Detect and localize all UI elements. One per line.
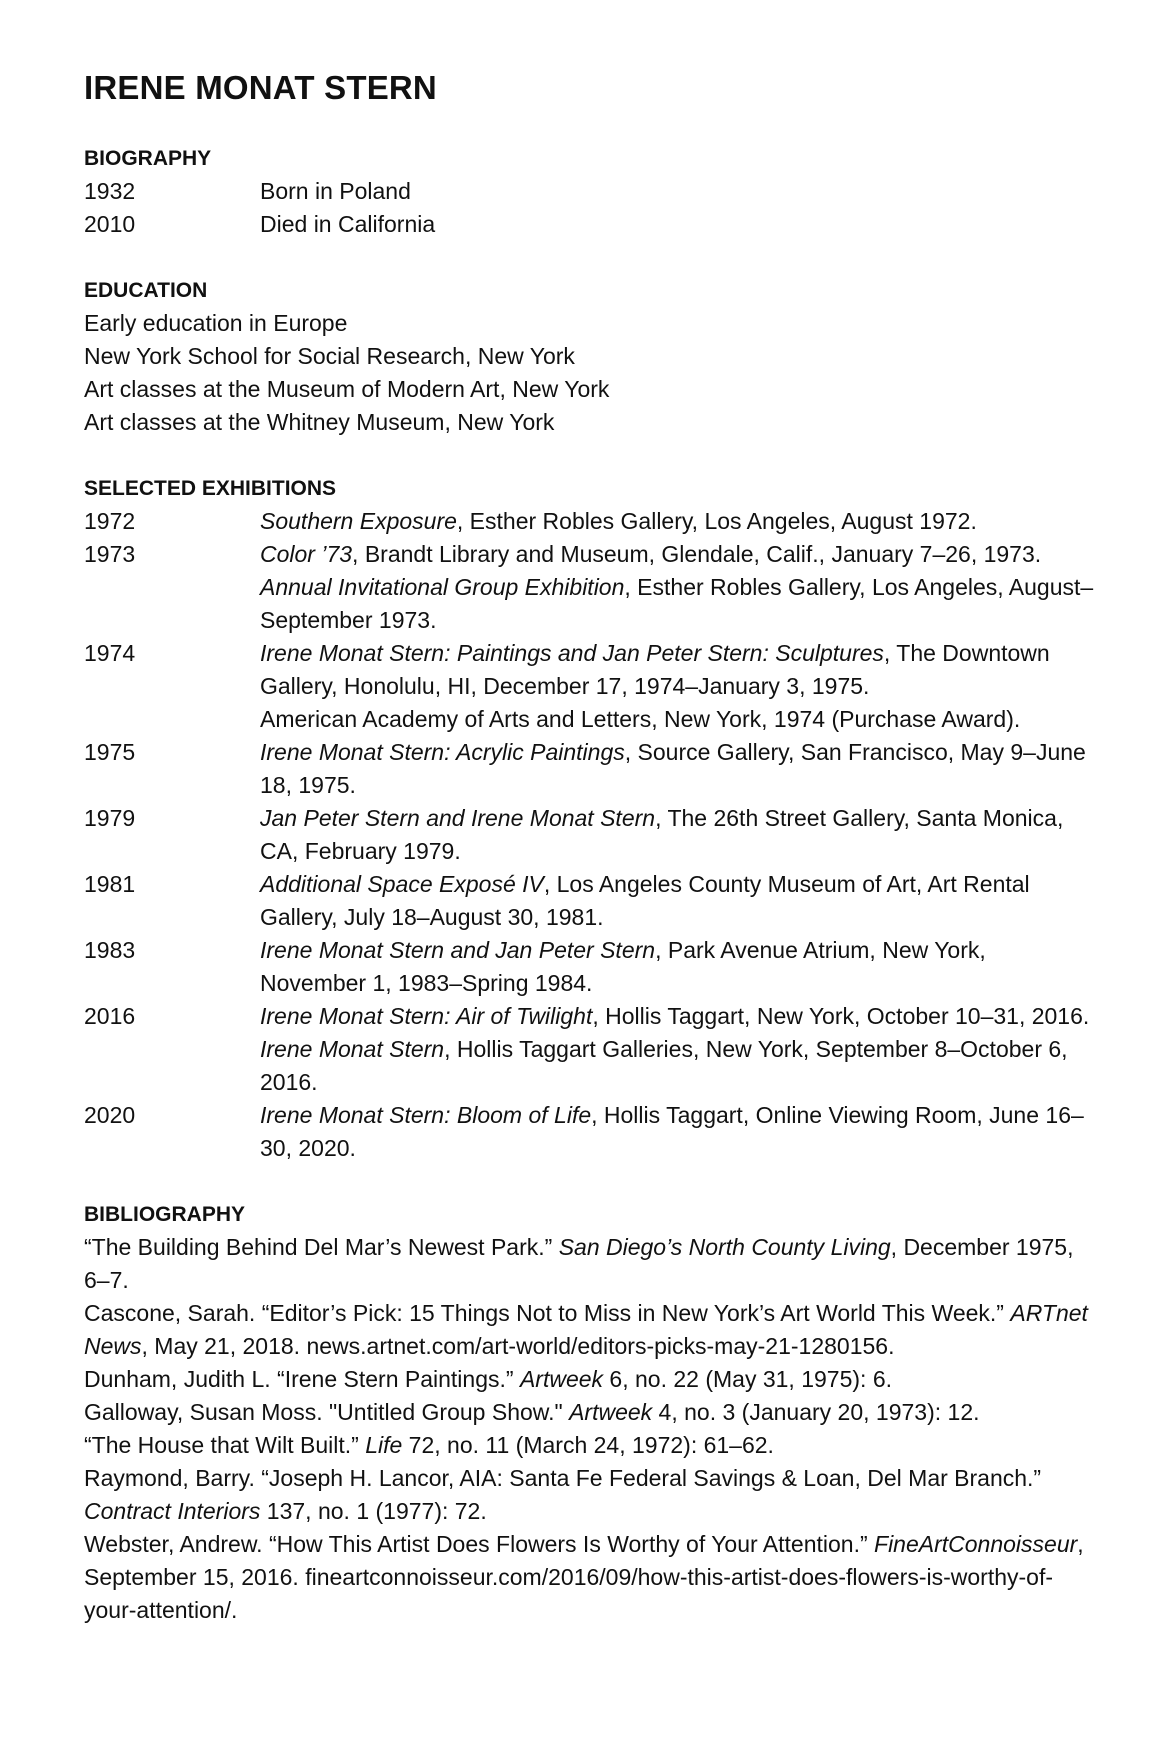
bibliography-entry [84, 1462, 1094, 1528]
exhibition-entry [260, 868, 1094, 934]
document-page [84, 64, 1094, 1660]
exhibition-entry [260, 703, 1094, 736]
exhibition-entries [260, 868, 1094, 934]
education-item: Early education in Europe [84, 310, 348, 336]
bibliography-entry [84, 1297, 1094, 1363]
exhibition-details: , Esther Robles Gallery, Los Angeles, August 1972. [456, 508, 977, 534]
bibliography-section [84, 1198, 1094, 1627]
citation-text: “The Building Behind Del Mar’s Newest Park.” [84, 1234, 559, 1260]
exhibition-entry [260, 505, 1094, 538]
biography-heading: BIOGRAPHY [84, 147, 212, 170]
citation-details: , September 15, 2016. fineartconnoisseur.com/2016/09/how-this-artist-does-flowers-is-worthy-of-your-attention/. [84, 1531, 1084, 1623]
citation-text: “The House that Wilt Built.” [84, 1432, 366, 1458]
artist-name-title: IRENE MONAT STERN [84, 69, 437, 106]
biography-section [84, 142, 1094, 241]
education-item: Art classes at the Museum of Modern Art, New York [84, 376, 610, 402]
exhibition-title: Additional Space Exposé IV [260, 871, 544, 897]
exhibition-entries [260, 1000, 1094, 1099]
exhibition-title: Irene Monat Stern [260, 1036, 445, 1062]
exhibition-entries [260, 538, 1094, 637]
bibliography-entry [84, 1396, 1094, 1429]
exhibition-title: Jan Peter Stern and Irene Monat Stern [260, 805, 656, 831]
publication-title: ARTnet News [84, 1300, 1088, 1359]
exhibition-year: 1983 [84, 937, 136, 963]
biography-row [84, 208, 1094, 241]
exhibition-entry [260, 1000, 1094, 1033]
exhibition-year: 2016 [84, 1003, 136, 1029]
exhibition-details: , Hollis Taggart Galleries, New York, September 8–October 6, 2016. [260, 1036, 1068, 1095]
exhibition-entry [260, 1099, 1094, 1165]
publication-title: Life [365, 1432, 403, 1458]
exhibition-year: 1975 [84, 739, 136, 765]
exhibition-details: , Park Avenue Atrium, New York, November 1, 1983–Spring 1984. [260, 937, 986, 996]
exhibition-year-row [84, 637, 1094, 736]
exhibition-entries [260, 637, 1094, 736]
publication-title: Artweek [569, 1399, 653, 1425]
bibliography-entry [84, 1363, 1094, 1396]
exhibition-details: American Academy of Arts and Letters, New York, 1974 (Purchase Award). [260, 706, 1021, 732]
education-heading: EDUCATION [84, 279, 208, 302]
exhibition-details: , Esther Robles Gallery, Los Angeles, August–September 1973. [260, 574, 1094, 633]
exhibition-details: , Hollis Taggart, Online Viewing Room, June 16–30, 2020. [260, 1102, 1084, 1161]
exhibition-details: , The 26th Street Gallery, Santa Monica, CA, February 1979. [260, 805, 1064, 864]
exhibition-title: Irene Monat Stern: Paintings and Jan Peter Stern: Sculptures [260, 640, 884, 666]
exhibition-details: , The Downtown Gallery, Honolulu, HI, December 17, 1974–January 3, 1975. [260, 640, 1050, 699]
exhibition-entry [260, 571, 1094, 637]
exhibition-details: , Hollis Taggart, New York, October 10–31, 2016. [592, 1003, 1090, 1029]
exhibition-year-row [84, 868, 1094, 934]
biography-year: 1932 [84, 178, 136, 204]
exhibition-entry [260, 802, 1094, 868]
biography-year: 2010 [84, 211, 136, 237]
citation-details: 137, no. 1 (1977): 72. [260, 1498, 487, 1524]
education-item: New York School for Social Research, New York [84, 343, 575, 369]
exhibitions-section [84, 472, 1094, 1165]
exhibition-entries [260, 505, 1094, 538]
exhibition-entry [260, 538, 1094, 571]
exhibition-year-row [84, 1099, 1094, 1165]
exhibition-entries [260, 736, 1094, 802]
bibliography-heading: BIBLIOGRAPHY [84, 1203, 246, 1226]
exhibition-title: Irene Monat Stern: Air of Twilight [260, 1003, 593, 1029]
exhibition-title: Color ’73 [260, 541, 353, 567]
exhibition-year-row [84, 538, 1094, 637]
citation-details: , December 1975, 6–7. [84, 1234, 1074, 1293]
citation-text: Cascone, Sarah. “Editor’s Pick: 15 Things Not to Miss in New York’s Art World This Week.” [84, 1300, 1011, 1326]
bibliography-entry [84, 1429, 1094, 1462]
citation-details: 4, no. 3 (January 20, 1973): 12. [652, 1399, 980, 1425]
biography-text: Died in California [260, 211, 436, 237]
exhibition-year: 1979 [84, 805, 136, 831]
exhibition-title: Irene Monat Stern: Bloom of Life [260, 1102, 592, 1128]
exhibition-title: Irene Monat Stern: Acrylic Paintings [260, 739, 625, 765]
exhibition-title: Irene Monat Stern and Jan Peter Stern [260, 937, 656, 963]
citation-text: Galloway, Susan Moss. "Untitled Group Show." [84, 1399, 570, 1425]
biography-text: Born in Poland [260, 178, 411, 204]
education-section [84, 274, 1094, 439]
publication-title: FineArtConnoisseur [874, 1531, 1078, 1557]
exhibition-details: , Los Angeles County Museum of Art, Art Rental Gallery, July 18–August 30, 1981. [260, 871, 1030, 930]
exhibition-details: , Brandt Library and Museum, Glendale, Calif., January 7–26, 1973. [352, 541, 1042, 567]
exhibition-title: Annual Invitational Group Exhibition [260, 574, 625, 600]
education-item: Art classes at the Whitney Museum, New York [84, 409, 555, 435]
exhibitions-heading: SELECTED EXHIBITIONS [84, 477, 337, 500]
exhibition-year: 1981 [84, 871, 136, 897]
exhibition-year-row [84, 934, 1094, 1000]
exhibition-year: 1974 [84, 640, 136, 666]
exhibition-year: 1973 [84, 541, 136, 567]
publication-title: Artweek [519, 1366, 604, 1392]
exhibition-entry [260, 934, 1094, 1000]
citation-text: Raymond, Barry. “Joseph H. Lancor, AIA: Santa Fe Federal Savings & Loan, Del Mar Branch.” [84, 1465, 1042, 1491]
exhibition-entries [260, 934, 1094, 1000]
publication-title: San Diego’s North County Living [558, 1234, 891, 1260]
citation-details: , May 21, 2018. news.artnet.com/art-world/editors-picks-may-21-1280156. [141, 1333, 895, 1359]
exhibition-entries [260, 1099, 1094, 1165]
exhibition-year: 1972 [84, 508, 136, 534]
exhibition-year-row [84, 505, 1094, 538]
publication-title: Contract Interiors [84, 1498, 261, 1524]
exhibition-title: Southern Exposure [260, 508, 457, 534]
citation-text: Webster, Andrew. “How This Artist Does Flowers Is Worthy of Your Attention.” [84, 1531, 875, 1557]
citation-details: 6, no. 22 (May 31, 1975): 6. [603, 1366, 892, 1392]
exhibition-year-row [84, 1000, 1094, 1099]
exhibition-year-row [84, 736, 1094, 802]
exhibition-entry [260, 736, 1094, 802]
citation-text: Dunham, Judith L. “Irene Stern Paintings.” [84, 1366, 520, 1392]
bibliography-entry [84, 1528, 1094, 1627]
exhibition-year-row [84, 802, 1094, 868]
exhibition-entries [260, 802, 1094, 868]
bibliography-entry [84, 1231, 1094, 1297]
exhibition-entry [260, 1033, 1094, 1099]
exhibition-details: , Source Gallery, San Francisco, May 9–June 18, 1975. [260, 739, 1086, 798]
citation-details: 72, no. 11 (March 24, 1972): 61–62. [402, 1432, 774, 1458]
exhibition-year: 2020 [84, 1102, 136, 1128]
biography-row [84, 175, 1094, 208]
exhibition-entry [260, 637, 1094, 703]
